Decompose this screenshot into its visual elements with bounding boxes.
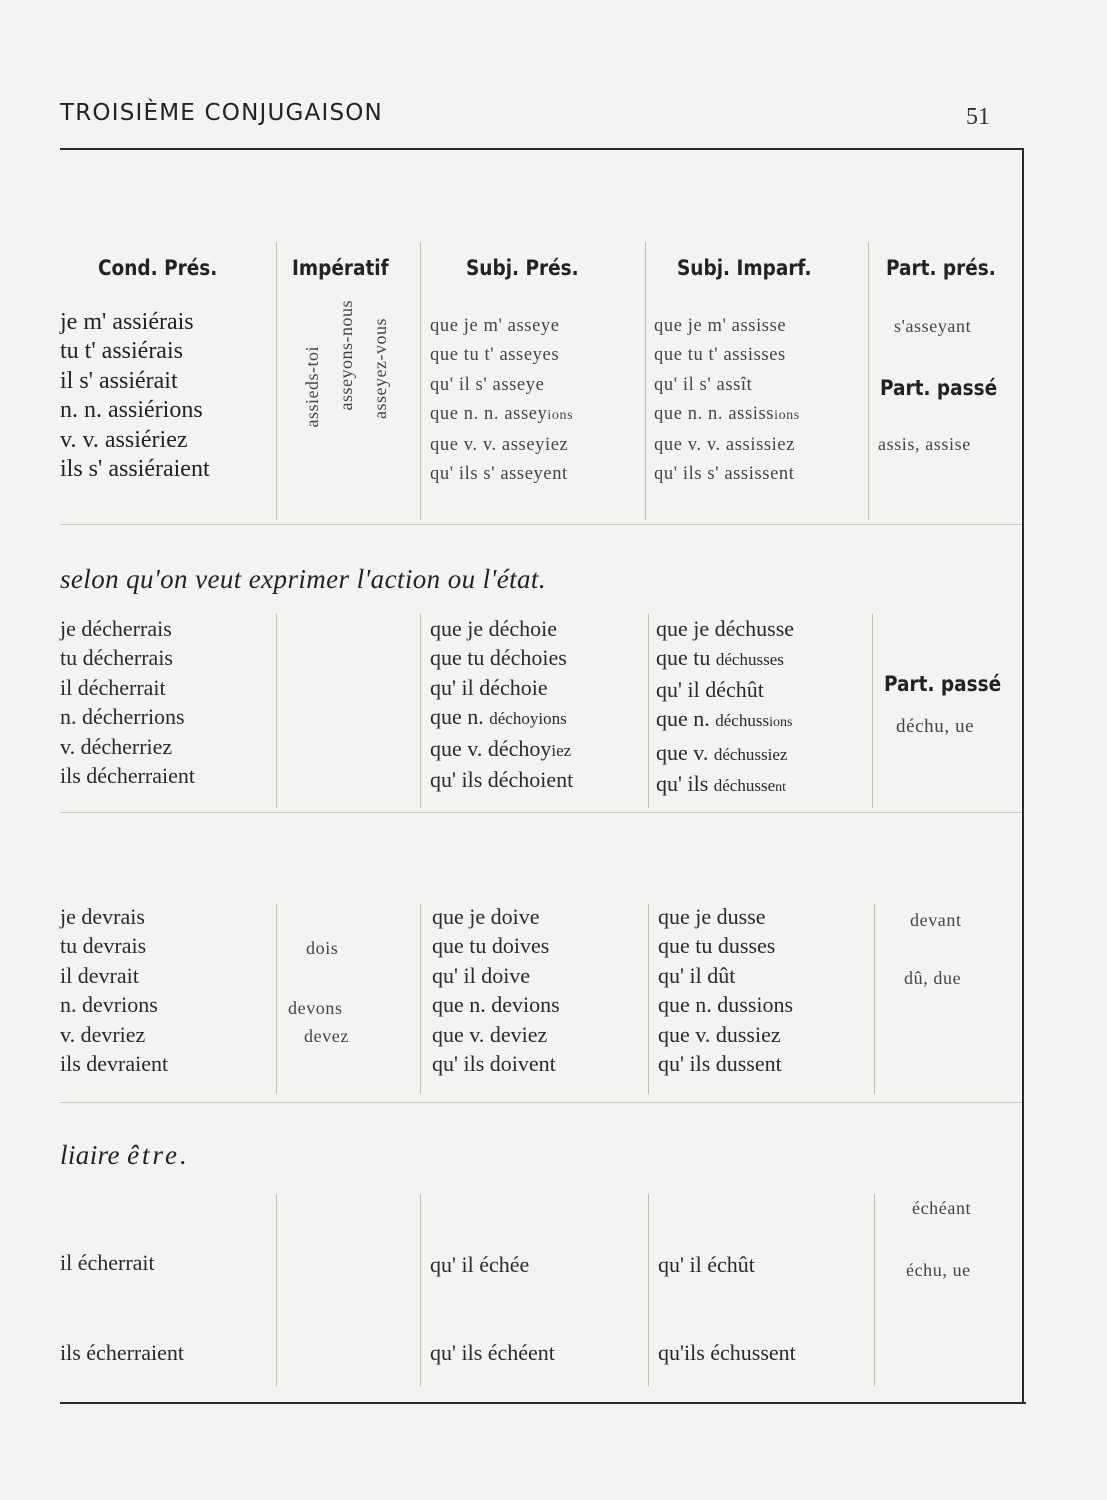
list-item: que tu déchusses — [656, 645, 784, 671]
asseoir-present-participle: s'asseyant — [894, 316, 972, 336]
echoir-present-participle: échéant — [912, 1198, 972, 1218]
list-item: que v. v. assissiez — [654, 434, 796, 455]
column-divider — [420, 904, 421, 1094]
echoir-subj-pres-item: qu' ils échéent — [430, 1340, 555, 1365]
asseoir-subj-imparf-list — [654, 312, 800, 489]
column-divider — [420, 1194, 421, 1386]
devoir-present-participle: devant — [910, 910, 962, 930]
list-item: que je m' asseye — [430, 316, 560, 336]
list-item: v. devriez — [60, 1021, 146, 1047]
list-item: que je déchusse — [656, 616, 795, 641]
list-item: que v. deviez — [432, 1021, 548, 1047]
echoir-subj-imparf-item: qu'ils échussent — [658, 1340, 796, 1365]
list-item: ils décherraient — [60, 763, 195, 789]
page-header-title: TROISIÈME CONJUGAISON — [60, 100, 383, 126]
imperative-vertical-text: asseyons-nous — [336, 300, 356, 411]
page-number: 51 — [966, 104, 990, 130]
list-item: je m' assiérais — [60, 309, 194, 335]
list-item: qu' ils s' asseyent — [430, 464, 568, 485]
section-divider — [60, 524, 1022, 525]
list-item: que n. déchoyions — [430, 704, 567, 730]
column-divider — [276, 614, 277, 808]
imperative-vertical-text: asseyez-vous — [370, 318, 390, 419]
list-item: il décherrait — [60, 674, 166, 700]
list-item: qu' il s' assît — [654, 374, 753, 395]
list-item: que n. devions — [432, 992, 560, 1018]
column-header-cond-pres: Cond. Prés. — [98, 256, 218, 280]
dechoir-subj-pres-list — [430, 614, 573, 794]
devoir-subj-pres-list — [432, 902, 560, 1078]
list-item: qu' il s' asseye — [430, 374, 545, 395]
column-divider — [645, 242, 646, 520]
echoir-past-participle: échu, ue — [906, 1260, 971, 1280]
list-item: que je dusse — [658, 904, 766, 929]
column-header-imperatif: Impératif — [292, 256, 389, 280]
bottom-rule — [60, 1402, 1026, 1404]
list-item: qu' ils déchoient — [430, 767, 574, 793]
asseoir-subj-pres-list — [430, 312, 573, 489]
column-divider — [874, 904, 875, 1094]
list-item: que je doive — [432, 904, 540, 929]
right-frame-border — [1022, 149, 1024, 1403]
list-item: que v. v. asseyiez — [430, 434, 569, 455]
list-item: n. décherrions — [60, 704, 185, 730]
echoir-subj-pres-item: qu' il échée — [430, 1252, 530, 1277]
list-item: que tu doives — [432, 933, 550, 959]
imperative-vertical-text: assieds-toi — [302, 346, 322, 428]
column-divider — [648, 614, 649, 808]
dechoir-usage-note: selon qu'on veut exprimer l'action ou l'état. — [60, 564, 546, 594]
asseoir-conditional-list — [60, 308, 210, 484]
devoir-subj-imparf-list — [658, 902, 793, 1078]
devoir-imperative-item: devez — [304, 1026, 349, 1046]
asseoir-past-participle: assis, assise — [878, 434, 971, 454]
list-item: v. v. assiériez — [60, 426, 188, 453]
column-divider — [420, 614, 421, 808]
column-divider — [868, 242, 869, 520]
column-header-subj-imparf: Subj. Imparf. — [677, 256, 812, 280]
list-item: que v. déchussiez — [656, 739, 788, 765]
list-item: il s' assiérait — [60, 367, 178, 394]
column-divider — [276, 904, 277, 1094]
header-rule — [60, 148, 1024, 150]
list-item: tu t' assiérais — [60, 338, 183, 365]
list-item: n. n. assiérions — [60, 397, 203, 424]
list-item: qu' ils s' assissent — [654, 464, 795, 485]
list-item: n. devrions — [60, 992, 158, 1018]
column-divider — [872, 614, 873, 808]
column-header-subj-pres: Subj. Prés. — [466, 256, 579, 280]
list-item: que v. déchoyiez — [430, 735, 572, 761]
echoir-subj-imparf-item: qu' il échût — [658, 1252, 755, 1277]
column-divider — [874, 1194, 875, 1386]
list-item: tu devrais — [60, 933, 147, 959]
list-item: tu décherrais — [60, 645, 173, 671]
devoir-imperative-item: dois — [306, 938, 339, 958]
list-item: que n. n. assissions — [654, 404, 800, 425]
list-item: il devrait — [60, 962, 139, 988]
list-item: que je déchoie — [430, 616, 558, 641]
echoir-note: liaire être. — [60, 1140, 190, 1170]
column-divider — [420, 242, 421, 520]
column-header-part-pres: Part. prés. — [886, 256, 996, 280]
asseoir-past-participle-label: Part. passé — [880, 376, 998, 400]
echoir-conditional-item: ils écherraient — [60, 1340, 184, 1365]
list-item: je devrais — [60, 904, 145, 929]
echoir-conditional-item: il écherrait — [60, 1250, 155, 1275]
list-item: qu' il dût — [658, 962, 736, 988]
list-item: ils devraient — [60, 1051, 169, 1077]
dechoir-past-participle: déchu, ue — [896, 716, 975, 737]
list-item: v. décherriez — [60, 733, 173, 759]
list-item: qu' ils dussent — [658, 1051, 782, 1077]
list-item: je décherrais — [60, 616, 172, 641]
column-divider — [648, 904, 649, 1094]
list-item: que je m' assisse — [654, 316, 787, 336]
list-item: qu' ils déchussent — [656, 771, 787, 797]
dechoir-past-participle-label: Part. passé — [884, 672, 1002, 696]
list-item: qu' ils doivent — [432, 1051, 556, 1077]
list-item: que n. déchussions — [656, 706, 793, 732]
column-divider — [276, 1194, 277, 1386]
list-item: que n. dussions — [658, 992, 794, 1018]
dechoir-conditional-list — [60, 614, 195, 790]
dechoir-subj-imparf-list — [656, 614, 794, 802]
list-item: ils s' assiéraient — [60, 456, 210, 483]
list-item: que tu t' assisses — [654, 345, 786, 366]
devoir-past-participle: dû, due — [904, 968, 962, 988]
column-divider — [276, 242, 277, 520]
section-divider — [60, 812, 1022, 813]
list-item: que tu t' asseyes — [430, 345, 560, 366]
list-item: qu' il doive — [432, 962, 531, 988]
section-divider — [60, 1102, 1022, 1103]
list-item: qu' il déchût — [656, 676, 764, 702]
list-item: que n. n. asseyions — [430, 404, 574, 425]
list-item: que v. dussiez — [658, 1021, 781, 1047]
list-item: qu' il déchoie — [430, 674, 548, 700]
devoir-conditional-list — [60, 902, 168, 1078]
column-divider — [648, 1194, 649, 1386]
devoir-imperative-item: devons — [288, 998, 343, 1018]
list-item: que tu dusses — [658, 933, 776, 959]
list-item: que tu déchoies — [430, 645, 567, 671]
